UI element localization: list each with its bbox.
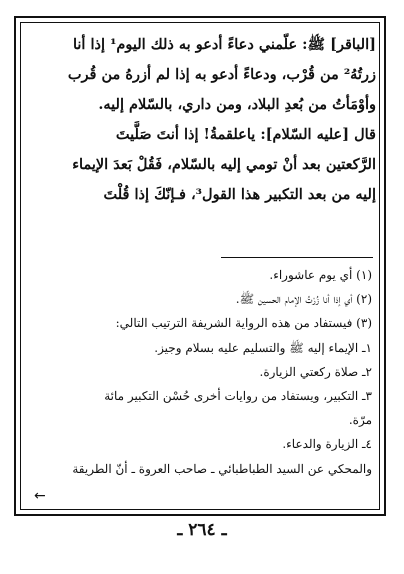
main-text-line: قال [عليه السّلام]: ياعلقمةُ! إذا أنتَ صَلَّيتَ (115, 126, 376, 143)
main-text-line: زرتُهُ² من قُرْب، ودعاءً أدعو به إذا لم أزرهُ من قُرب (67, 66, 376, 83)
footnotes-block (26, 263, 372, 481)
main-text-line: وأوْمَأتُ من بُعدِ البلاد، ومن داري، بالسّلام إليه. (98, 96, 376, 113)
footnote-line: ١ـ الإيماء إليه ﷺ والتسليم عليه بسلام وجيز. (154, 340, 372, 355)
page-number: ـ ٢٦٤ ـ (177, 520, 227, 540)
footnote-separator (221, 257, 373, 258)
main-text-line: الرَّكعتين بعد أنْ تومي إليه بالسّلام، فَقُلْ بَعدَ الإيماء (72, 156, 376, 173)
main-text-block (26, 30, 376, 210)
footnote-line: (٢) أي إذا أنا زُرْتُ الإمام الحسين ﷺ. (235, 292, 372, 307)
footnote-line: ٣ـ التكبير، ويستفاد من روايات أخرى حُسْن التكبير مائة (104, 388, 372, 403)
footnote-line: ٤ـ الزيارة والدعاء. (282, 437, 372, 452)
footnote-line: (١) أي يوم عاشوراء. (269, 268, 372, 282)
continue-arrow-icon: ← (34, 488, 46, 504)
main-text-line: [الباقر] ﷺ: علّمني دعاءً أدعو به ذلك اليوم¹ إذا أنا (72, 36, 376, 53)
main-text-line: إليه من بعد التكبير هذا القول³، فـإنّكَ إذا قُلْتَ (103, 186, 376, 203)
footnote-line: مرّة. (348, 413, 372, 428)
footnote-line: والمحكي عن السيد الطباطبائي ـ صاحب العروة ـ أنّ الطريقة (72, 461, 372, 476)
footnote-line: ٢ـ صلاة ركعتي الزيارة. (259, 364, 372, 379)
footnote-line: (٣) فيستفاد من هذه الرواية الشريفة الترتيب التالي: (115, 316, 372, 331)
